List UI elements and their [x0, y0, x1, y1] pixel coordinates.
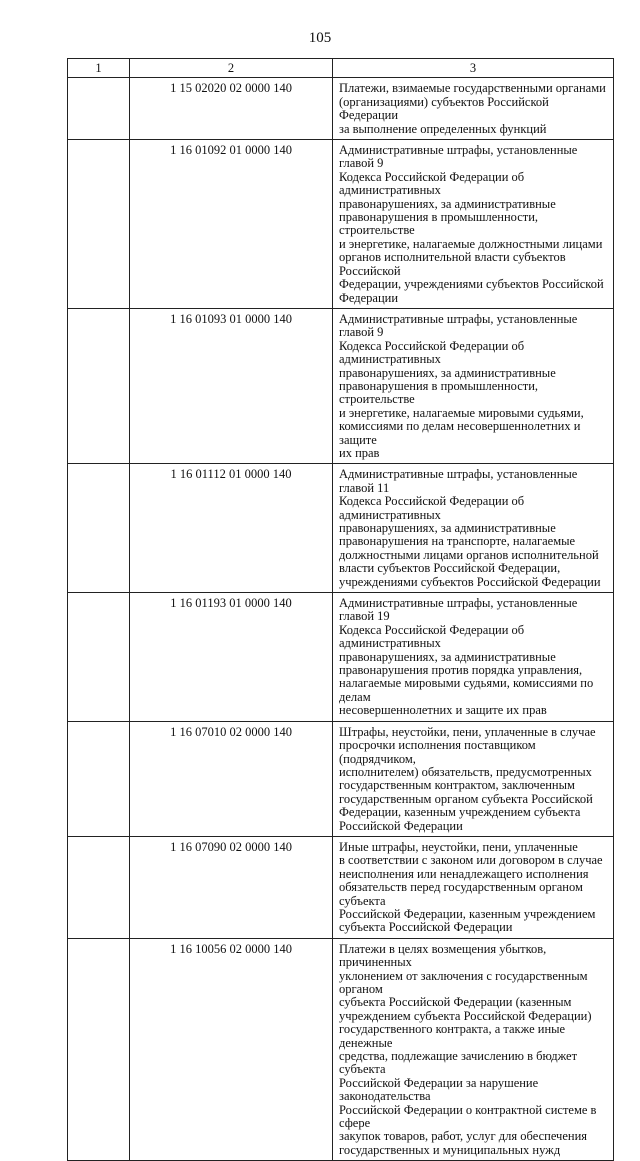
budget-code-cell: 1 16 01092 01 0000 140 — [130, 140, 333, 309]
description-line: государственного контракта, а также иные денежные — [339, 1022, 566, 1050]
column-header-2: 2 — [130, 59, 333, 78]
description-line: правонарушения на транспорте, налагаемые — [339, 534, 576, 549]
description-cell — [333, 593, 614, 722]
row-index-cell — [68, 308, 130, 463]
budget-code-cell: 1 16 07090 02 0000 140 — [130, 836, 333, 938]
description-line: (организациями) субъектов Российской Федерации — [339, 94, 549, 123]
page-number: 105 — [308, 30, 332, 46]
description-cell — [333, 78, 614, 140]
row-index-cell — [68, 140, 130, 309]
row-index-cell — [68, 464, 130, 593]
description-line: Кодекса Российской Федерации об административных — [339, 622, 525, 651]
description-line: субъекта Российской Федерации — [339, 920, 513, 935]
description-line: Штрафы, неустойки, пени, уплаченные в случае — [339, 724, 596, 739]
description-line: обязательств перед государственным органом субъекта — [339, 880, 583, 908]
description-line: комиссиями по делам несовершеннолетних и защите — [339, 419, 581, 447]
description-line: Федерации, учреждениями субъектов Российской — [339, 277, 604, 292]
row-index-cell — [68, 78, 130, 140]
table-row — [68, 721, 614, 836]
description-line: Кодекса Российской Федерации об административных — [339, 338, 525, 367]
table-row — [68, 308, 614, 463]
table-row — [68, 836, 614, 938]
description-line: органов исполнительной власти субъектов Российской — [339, 250, 566, 278]
table-row — [68, 140, 614, 309]
description-line: просрочки исполнения поставщиком (подрядчиком, — [339, 738, 536, 766]
description-line: средства, подлежащие зачислению в бюджет субъекта — [339, 1049, 578, 1077]
description-cell — [333, 938, 614, 1161]
description-line: уклонением от заключения с государственным органом — [339, 968, 588, 996]
description-line: должностными лицами органов исполнительной — [339, 547, 599, 562]
description-line: государственным органом субъекта Российской — [339, 791, 593, 806]
row-index-cell — [68, 721, 130, 836]
description-line: несовершеннолетних и защите их прав — [339, 703, 547, 718]
description-line: Административные штрафы, установленные главой 19 — [339, 596, 578, 624]
budget-code-cell: 1 15 02020 02 0000 140 — [130, 78, 333, 140]
description-cell — [333, 308, 614, 463]
description-line: правонарушениях, за административные — [339, 196, 556, 211]
description-line: правонарушениях, за административные — [339, 649, 556, 664]
description-cell — [333, 464, 614, 593]
description-line: Российской Федерации о контрактной системе в сфере — [339, 1102, 597, 1131]
budget-codes-table — [67, 58, 614, 1161]
table-row — [68, 78, 614, 140]
description-line: Российской Федерации, казенным учреждением — [339, 906, 596, 921]
description-line: Платежи в целях возмещения убытков, причиненных — [339, 941, 547, 970]
row-index-cell — [68, 836, 130, 938]
description-line: правонарушения против порядка управления, — [339, 663, 583, 678]
description-cell — [333, 836, 614, 938]
description-line: Иные штрафы, неустойки, пени, уплаченные — [339, 839, 578, 854]
description-line: и энергетике, налагаемые мировыми судьями, — [339, 405, 584, 420]
column-header-1: 1 — [68, 59, 130, 78]
description-cell — [333, 721, 614, 836]
description-line: государственных и муниципальных нужд — [339, 1142, 561, 1157]
description-line: власти субъектов Российской Федерации, — [339, 561, 561, 576]
description-line: Кодекса Российской Федерации об административных — [339, 169, 525, 198]
row-index-cell — [68, 938, 130, 1161]
description-line: Кодекса Российской Федерации об административных — [339, 494, 525, 522]
description-line: исполнителем) обязательств, предусмотренных — [339, 764, 592, 779]
budget-code-cell: 1 16 01112 01 0000 140 — [130, 464, 333, 593]
description-line: налагаемые мировыми судьями, комиссиями по делам — [339, 676, 594, 704]
description-line: государственным контрактом, заключенным — [339, 778, 575, 793]
description-line: за выполнение определенных функций — [339, 121, 547, 136]
description-line: Административные штрафы, установленные главой 9 — [339, 311, 578, 340]
table-row — [68, 593, 614, 722]
description-line: Российской Федерации — [339, 818, 463, 833]
description-line: их прав — [339, 445, 380, 460]
table-header-row — [68, 59, 614, 78]
budget-code-cell: 1 16 01093 01 0000 140 — [130, 308, 333, 463]
description-line: субъекта Российской Федерации (казенным — [339, 995, 572, 1010]
budget-code-cell: 1 16 10056 02 0000 140 — [130, 938, 333, 1161]
description-line: учреждением субъекта Российской Федерации) — [339, 1008, 592, 1023]
row-index-cell — [68, 593, 130, 722]
column-header-3: 3 — [333, 59, 614, 78]
description-line: и энергетике, налагаемые должностными лицами — [339, 236, 603, 251]
table-row — [68, 938, 614, 1161]
description-line: в соответствии с законом или договором в случае — [339, 853, 603, 868]
description-line: Федерации, казенным учреждением субъекта — [339, 805, 581, 820]
description-line: Административные штрафы, установленные главой 11 — [339, 467, 578, 495]
description-line: Федерации — [339, 290, 399, 305]
description-line: правонарушения в промышленности, строительстве — [339, 210, 539, 238]
budget-code-cell: 1 16 07010 02 0000 140 — [130, 721, 333, 836]
description-line: правонарушения в промышленности, строительстве — [339, 378, 539, 407]
budget-code-cell: 1 16 01193 01 0000 140 — [130, 593, 333, 722]
description-line: Административные штрафы, установленные главой 9 — [339, 143, 578, 171]
description-line: Российской Федерации за нарушение законодательства — [339, 1075, 539, 1104]
description-line: закупок товаров, работ, услуг для обеспечения — [339, 1129, 588, 1144]
table-row — [68, 464, 614, 593]
description-line: учреждениями субъектов Российской Федерации — [339, 574, 601, 589]
description-line: Платежи, взимаемые государственными органами — [339, 81, 606, 96]
description-line: неисполнения или ненадлежащего исполнения — [339, 866, 589, 881]
description-line: правонарушениях, за административные — [339, 365, 556, 380]
description-cell — [333, 140, 614, 309]
description-line: правонарушениях, за административные — [339, 521, 556, 535]
